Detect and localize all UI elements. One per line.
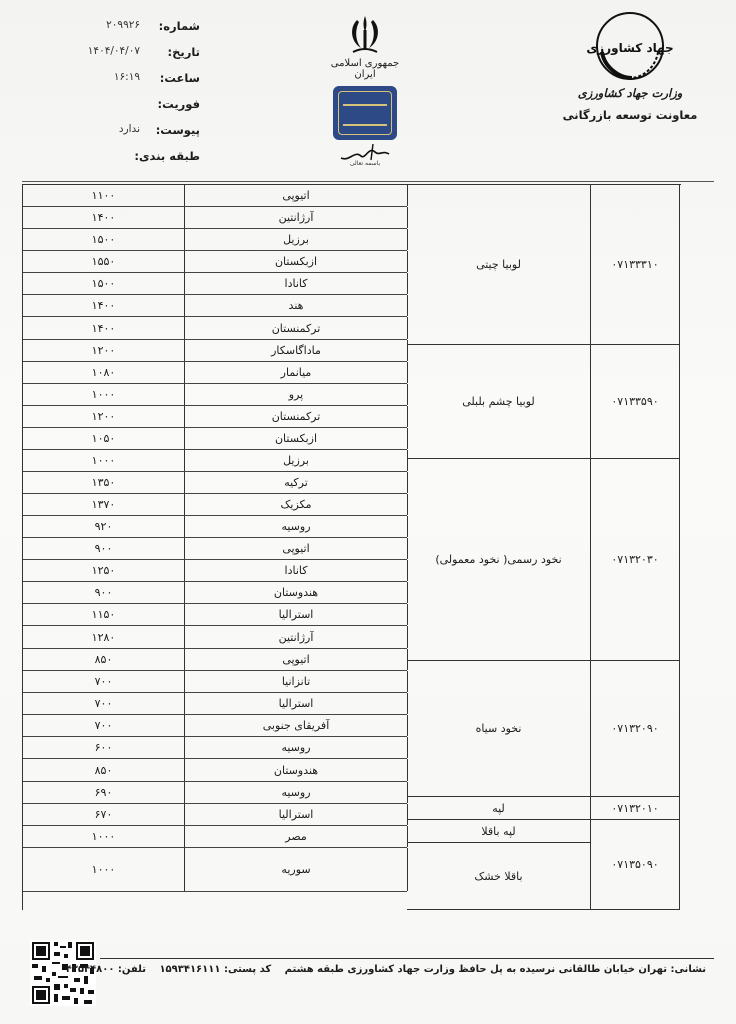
country-cell: تانزانیا [185, 671, 408, 692]
table-row [23, 207, 407, 229]
price-cell: ۶۹۰ [23, 782, 185, 803]
product-cell: لپه [407, 797, 591, 820]
country-cell: آرژانتین [185, 626, 408, 648]
table-row [23, 737, 407, 759]
price-cell: ۱۰۵۰ [23, 428, 185, 449]
price-cell: ۸۵۰ [23, 649, 185, 670]
product-cell: باقلا خشک [407, 843, 591, 910]
urgency-label: فوریت: [157, 97, 200, 111]
time-label: ساعت: [159, 71, 200, 85]
country-cell: روسیه [185, 516, 408, 537]
country-cell: هندوستان [185, 759, 408, 781]
country-cell: استرالیا [185, 804, 408, 825]
hs-code-cell: ۰۷۱۳۵۰۹۰ [591, 820, 680, 910]
price-cell: ۱۰۰۰ [23, 450, 185, 471]
letter-meta [60, 14, 200, 170]
price-cell: ۸۵۰ [23, 759, 185, 781]
table-row [23, 538, 407, 560]
table-row [23, 560, 407, 582]
phone-number: تلفن: ۴۳۵۴۴۸۰۰ [65, 964, 146, 975]
table-row [23, 472, 407, 494]
product-cell: لپه باقلا [407, 820, 591, 843]
table-row [23, 671, 407, 693]
date-label: تاریخ: [167, 45, 200, 59]
table-row [23, 317, 407, 340]
price-cell: ۱۰۰۰ [23, 826, 185, 847]
country-cell: ترکمنستان [185, 317, 408, 339]
country-cell: مکزیک [185, 494, 408, 515]
meta-classification [60, 144, 200, 170]
emblem-caption: جمهوری اسلامی ایران [330, 58, 400, 80]
logo-text: جهاد کشاورزی [586, 41, 674, 55]
product-cell: لوبیا چیتی [407, 185, 591, 345]
price-cell: ۱۲۰۰ [23, 406, 185, 427]
price-cell: ۱۰۰۰ [23, 848, 185, 891]
price-cell: ۱۱۰۰ [23, 185, 185, 206]
price-cell: ۱۱۵۰ [23, 604, 185, 625]
price-cell: ۷۰۰ [23, 693, 185, 714]
national-emblem [320, 12, 410, 166]
time-value: ۱۶:۱۹ [113, 71, 140, 83]
table-row [23, 428, 407, 450]
table-row [23, 759, 407, 782]
country-cell: هند [185, 295, 408, 316]
table-row [23, 340, 407, 362]
price-cell: ۱۵۰۰ [23, 273, 185, 294]
meta-date [60, 40, 200, 66]
price-cell: ۱۴۰۰ [23, 295, 185, 316]
price-cell: ۷۰۰ [23, 715, 185, 736]
country-cell: استرالیا [185, 693, 408, 714]
meta-time [60, 66, 200, 92]
price-cell: ۶۰۰ [23, 737, 185, 758]
country-cell: آرژانتین [185, 207, 408, 228]
date-value: ۱۴۰۴/۰۴/۰۷ [87, 45, 140, 57]
price-cell: ۱۴۰۰ [23, 317, 185, 339]
meta-urgency [60, 92, 200, 118]
product-cell: نخود رسمی( نخود معمولی) [407, 459, 591, 661]
number-label: شماره: [158, 19, 200, 33]
table-row [23, 782, 407, 804]
badge-logo [333, 86, 397, 140]
price-cell: ۱۵۵۰ [23, 251, 185, 272]
meta-attachment [60, 118, 200, 144]
hs-code-cell: ۰۷۱۳۳۳۱۰ [591, 185, 680, 345]
hs-code-cell: ۰۷۱۳۲۰۳۰ [591, 459, 680, 661]
table-row [23, 185, 407, 207]
country-cell: روسیه [185, 782, 408, 803]
hs-code-cell: ۰۷۱۳۳۵۹۰ [591, 345, 680, 459]
country-cell: ترکمنستان [185, 406, 408, 427]
table-row [23, 494, 407, 516]
postal-code: کد پستی: ۱۵۹۳۴۱۶۱۱۱ [159, 964, 272, 975]
price-table [22, 184, 681, 910]
table-row [23, 848, 407, 892]
table-row [23, 649, 407, 671]
country-cell: پرو [185, 384, 408, 405]
table-row [23, 362, 407, 384]
country-cell: استرالیا [185, 604, 408, 625]
header-divider [22, 181, 714, 182]
country-cell: ماداگاسکار [185, 340, 408, 361]
ministry-name: وزارت جهاد کشاورزی [577, 86, 683, 100]
ministry-logo [560, 8, 700, 122]
table-row [23, 604, 407, 626]
country-cell: هندوستان [185, 582, 408, 603]
price-cell: ۷۰۰ [23, 671, 185, 692]
country-cell: مصر [185, 826, 408, 847]
country-cell: برزیل [185, 229, 408, 250]
table-row [23, 516, 407, 538]
price-cell: ۱۲۰۰ [23, 340, 185, 361]
table-row [23, 273, 407, 295]
price-cell: ۶۷۰ [23, 804, 185, 825]
attachment-value: ندارد [118, 123, 140, 135]
country-cell: اتیوپی [185, 649, 408, 670]
number-value: ۲۰۹۹۲۶ [106, 19, 140, 31]
product-cell: لوبیا چشم بلبلی [407, 345, 591, 459]
price-cell: ۱۳۷۰ [23, 494, 185, 515]
price-cell: ۱۲۵۰ [23, 560, 185, 581]
price-cell: ۹۲۰ [23, 516, 185, 537]
price-cell: ۱۰۰۰ [23, 384, 185, 405]
office-name: معاونت توسعه بازرگانی [562, 108, 698, 122]
iran-emblem-icon [343, 12, 387, 56]
table-row [23, 229, 407, 251]
table-row [23, 450, 407, 472]
address-text: نشانی: تهران خیابان طالقانی نرسیده به پل حافظ وزارت جهاد کشاورزی طبقه هشتم [284, 964, 706, 975]
table-row [23, 826, 407, 848]
country-cell: برزیل [185, 450, 408, 471]
footer-address [56, 964, 706, 975]
country-cell: ازبکستان [185, 251, 408, 272]
hs-code-cell: ۰۷۱۳۲۰۱۰ [591, 797, 680, 820]
country-cell: میانمار [185, 362, 408, 383]
table-row [23, 693, 407, 715]
attachment-label: پیوست: [155, 123, 200, 137]
table-row [23, 384, 407, 406]
country-cell: اتیوپی [185, 538, 408, 559]
table-row [23, 804, 407, 826]
footer-divider [100, 958, 714, 959]
price-cell: ۱۵۰۰ [23, 229, 185, 250]
country-cell: روسیه [185, 737, 408, 758]
price-cell: ۱۲۸۰ [23, 626, 185, 648]
country-cell: آفریقای جنوبی [185, 715, 408, 736]
price-cell: ۱۰۸۰ [23, 362, 185, 383]
meta-number [60, 14, 200, 40]
signature-text: باسمه تعالی [349, 160, 381, 167]
country-cell: کانادا [185, 273, 408, 294]
country-cell: کانادا [185, 560, 408, 581]
classification-label: طبقه بندی: [134, 149, 200, 163]
signature-icon [335, 140, 395, 166]
table-row [23, 715, 407, 737]
price-cell: ۱۴۰۰ [23, 207, 185, 228]
country-cell: اتیوپی [185, 185, 408, 206]
table-row [23, 406, 407, 428]
country-cell: سوریه [185, 848, 408, 891]
price-cell: ۹۰۰ [23, 538, 185, 559]
country-cell: ازبکستان [185, 428, 408, 449]
jahad-logo-icon [586, 8, 674, 84]
product-cell: نخود سیاه [407, 661, 591, 797]
table-row [23, 626, 407, 649]
table-row [23, 295, 407, 317]
hs-code-cell: ۰۷۱۳۲۰۹۰ [591, 661, 680, 797]
table-row [23, 582, 407, 604]
country-cell: ترکیه [185, 472, 408, 493]
price-cell: ۱۳۵۰ [23, 472, 185, 493]
table-row [23, 251, 407, 273]
price-cell: ۹۰۰ [23, 582, 185, 603]
